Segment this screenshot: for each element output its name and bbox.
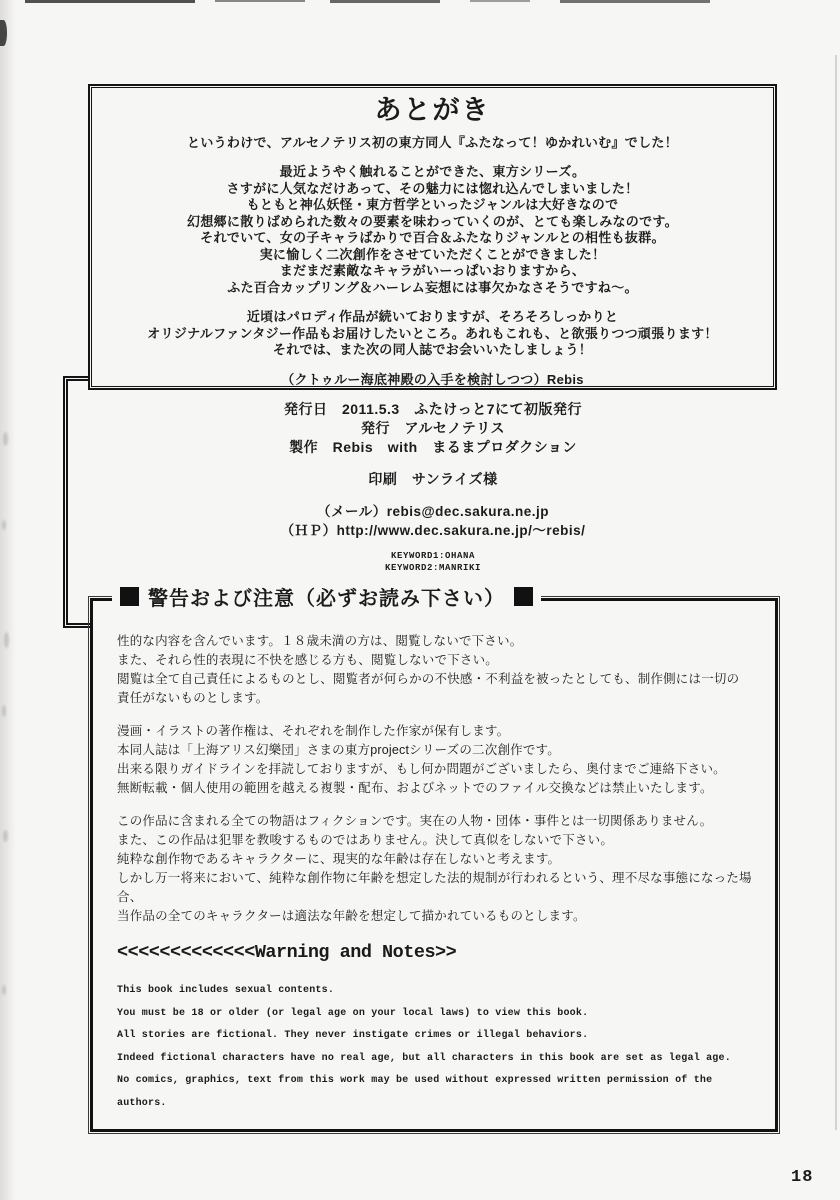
afterword-line: 実に愉しく二次創作をさせていただくことができました！ (259, 246, 606, 262)
scan-artifact (3, 830, 8, 842)
afterword-line: 近頃はパロディ作品が続いておりますが、そろそろしっかりと (246, 309, 619, 324)
black-square-icon (514, 587, 533, 606)
scan-artifact (330, 0, 440, 3)
colophon-printer: 印刷 サンライズ様 (368, 471, 498, 487)
afterword-line: それでいて、女の子キャラばかりで百合＆ふたなりジャンルとの相性も抜群。 (200, 230, 665, 245)
black-square-icon (120, 587, 139, 606)
warning-paragraph (117, 632, 755, 708)
scan-artifact (2, 520, 6, 530)
afterword-signoff: （クトゥルー海底神殿の入手を検討しつつ）Rebis (281, 371, 584, 387)
warning-line: 出来る限りガイドラインを拝読しておりますが、もし何か問題がございましたら、奥付までご連絡下さい。 (117, 762, 726, 776)
connector-bracket-rule (63, 376, 91, 628)
warning-line: また、それら性的表現に不快を感じる方も、閲覧しないで下さい。 (117, 653, 499, 667)
afterword-line: 幻想郷に散りばめられた数々の要素を味わっていくのが、とても楽しみなのです。 (187, 213, 678, 229)
warning-paragraph (117, 812, 755, 926)
warning-header (112, 582, 541, 610)
afterword-line: ふた百合カップリング＆ハーレム妄想には事欠かなさそうですね～。 (227, 279, 638, 295)
warning-content (93, 601, 775, 1129)
warning-title: 警告および注意（必ずお読み下さい） (148, 587, 505, 610)
warning-english-line: No comics, graphics, text from this work may be used without expressed written permission of the authors. (117, 1075, 713, 1109)
warning-line: 本同人誌は「上海アリス幻樂団」さまの東方projectシリーズの二次創作です。 (117, 743, 560, 757)
colophon-line: 発行日 2011.5.3 ふたけっと7にて初版発行 (283, 401, 582, 417)
warning-line: 漫画・イラストの著作権は、それぞれを制作した作家が保有します。 (117, 724, 510, 738)
keyword-line: KEYWORD2:MANRIKI (384, 563, 481, 573)
afterword-line: それでは、また次の同人誌でお会いいたしましょう！ (272, 342, 593, 357)
scan-artifact (560, 0, 710, 3)
colophon-line: 製作 Rebis with まるまプロダクション (289, 439, 577, 455)
scan-artifact (2, 985, 6, 995)
scan-page-edge-line (835, 55, 837, 1130)
scan-artifact (25, 0, 195, 3)
warning-english-line: All stories are fictional. They never instigate crimes or illegal behaviors. (117, 1030, 589, 1041)
warning-line: この作品に含まれる全ての物語はフィクションです。実在の人物・団体・事件とは一切関係ありません。 (117, 814, 713, 828)
afterword-line: まだまだ素敵なキャラがいーっぱいおりますから、 (279, 263, 586, 278)
scan-edge-shading (0, 0, 16, 1200)
colophon (88, 400, 778, 574)
warning-line: 責任がないものとします。 (117, 691, 269, 705)
afterword-box (88, 84, 777, 390)
scan-artifact (0, 20, 7, 46)
page-number: 18 (791, 1168, 814, 1187)
afterword-intro: というわけで、アルセノテリス初の東方同人『ふたなって！ゆかれいむ』でした！ (187, 135, 678, 150)
afterword-line: もともと神仏妖怪・東方哲学といったジャンルは大好きなので (246, 197, 619, 212)
warning-english-line: Indeed fictional characters have no real age, but all characters in this book are set as legal age. (117, 1052, 731, 1064)
warning-box (90, 598, 778, 1132)
warning-line: 無断転載・個人使用の範囲を越える複製・配布、およびネットでのファイル交換などは禁止いたします。 (117, 781, 713, 795)
afterword-line: 最近ようやく触れることができた、東方シリーズ。 (279, 164, 586, 179)
colophon-website: （ＨＰ）http://www.dec.sakura.ne.jp/～rebis/ (280, 523, 586, 538)
warning-paragraph (117, 722, 755, 798)
warning-line: 純粋な創作物であるキャラクターに、現実的な年齢は存在しないと考えます。 (117, 852, 561, 866)
scan-artifact (215, 0, 305, 2)
afterword-line: オリジナルファンタジー作品もお届けしたいところ。あれもこれも、と欲張りつつ頑張ります！ (147, 325, 718, 341)
scan-artifact (3, 432, 8, 446)
scan-artifact (470, 0, 530, 2)
warning-line: 閲覧は全て自己責任によるものとし、閲覧者が何らかの不快感・不利益を被ったとしても、制作側には一切の (117, 672, 740, 686)
colophon-line: 発行 アルセノテリス (360, 420, 506, 436)
afterword-line: さすがに人気なだけあって、その魅力には惚れ込んでしまいました！ (226, 180, 639, 196)
afterword-box-inner-border (91, 87, 774, 387)
warning-english-line: You must be 18 or older (or legal age on your local laws) to view this book. (117, 1007, 589, 1019)
warning-line: 性的な内容を含んでいます。１８歳未満の方は、閲覧しないで下さい。 (117, 634, 523, 648)
warning-line: また、この作品は犯罪を教唆するものではありません。決して真似をしないで下さい。 (117, 833, 614, 847)
warning-english-title: <<<<<<<<<<<<<Warning and Notes>> (117, 942, 457, 963)
warning-english-line: This book includes sexual contents. (117, 985, 335, 996)
scan-artifact (2, 705, 6, 717)
colophon-email: （メール）rebis@dec.sakura.ne.jp (317, 504, 549, 519)
warning-line: 当作品の全てのキャラクターは適法な年齢を想定して描かれているものとします。 (117, 909, 586, 923)
afterword-title: あとがき (374, 95, 491, 125)
warning-line: しかし万一将来において、純粋な創作物に年齢を想定した法的規制が行われるという、理不尽な事態になった場合、 (117, 871, 752, 904)
scan-artifact (4, 632, 9, 648)
keyword-line: KEYWORD1:OHANA (390, 551, 475, 561)
